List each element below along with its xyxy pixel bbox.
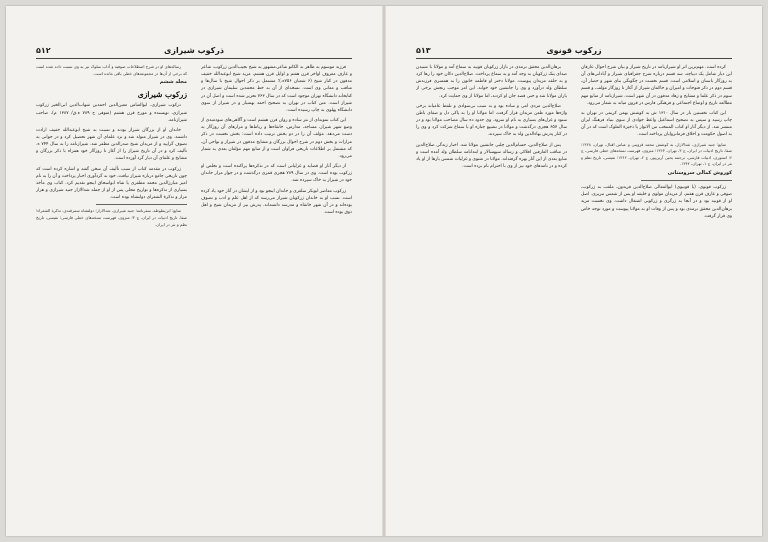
paragraph: ذرکوب شیرازی، ابوالعباس معین‌الدین احمدبن شهاب‌الدین ابی‌الخیر زرکوب شیرازی، نویسنده و مورخ قرن هشتم (متوفی ح ۷۸۹ ه.ق/ ۱۳۸۷ م)، صاحب شیرازنامه. bbox=[36, 103, 187, 123]
right-page-body bbox=[416, 64, 732, 510]
references: منابع: جنید شیرازی، شدالازار، به کوشش محمد قزوینی و عباس اقبال، تهران، ۱۳۲۸؛ صفا، تاریخ ادبیات در ایران، ج ۳، تهران، ۱۳۶۳؛ منزوی، فهرست نسخه‌های خطی فارسی، ج ۶؛ استوری، ادبیات فارسی، ترجمه یحیی آرین‌پور، ج ۲، تهران، ۱۳۶۲؛ نفیسی، تاریخ نظم و نثر در ایران، ج ۱، تهران، ۱۳۴۴. bbox=[581, 141, 732, 167]
paragraph: این کتاب نمونه‌ای از نثر ساده و روان قرن هشتم است و آگاهی‌های سودمندی از وضع شهر شیراز، مساجد، مدارس، خانقاه‌ها و رباط‌ها و مزارهای آن روزگار به دست می‌دهد. مؤلف آن را در دو بخش ترتیب داده است: بخش نخست در ذکر مزارات و بخش دوم در شرح احوال بزرگان و مشایخ مدفون در شیراز و نواحی آن، که مشتمل بر اطلاعات تاریخی فراوان است و از منابع مهم مؤلفان بعدی به شمار می‌رود. bbox=[201, 118, 352, 159]
left-page-header bbox=[36, 44, 352, 59]
author-signature: کوروش کمالی سروستانی bbox=[667, 169, 732, 176]
paragraph: از دیگر آثار او قصاید و غزلیاتی است که در تذکره‌ها پراکنده است و تخلص او زرکوب بوده است. وی در سال ۷۸۹ هجری قمری درگذشت و در جوار مزار خاندان خود در شیراز به خاک سپرده شد. bbox=[201, 164, 352, 184]
paragraph: فرزند موسوم به ظاهر به الکاتو شاعر،مشهور به شیخ نجیب‌الدین زرکوب، شاعر و عارف معروف اواخر قرن هفتم و اوایل قرن هشتم، مرید شیخ ابوعبدالله خفیف مدفون در کنار شیخ (۶ شعبان ۷۵۶ه.)؛ مشتمل بر ذکر احوال شیخ با سال‌ها و مناقب و معانی وی است. نسخه‌ای از آن به خط محمدبن سلیمان شیرازی در کتابخانه دانشگاه تهران موجود است که در سال ۷۶۳ تحریر شده است و اصل آن در شیراز است. متن کتاب در تهران به تصحیح احمد بهمنیار و در شیراز از سوی دانشگاه پهلوی به چاپ رسیده است. bbox=[201, 65, 352, 113]
paragraph: زرکوب در مقدمه کتاب از سبب تألیف آن سخن گفته و اشاره کرده است که چون تاریخی جامع درباره شیراز نیافت، خود به گردآوری اخبار پرداخت و آن را به نام امیر مبارزالدین محمد مظفری یا شاه ابواسحاق اینجو تقدیم کرد. کتاب وی مأخذ بسیاری از تذکره‌ها و تواریخ محلی پس از او از جمله شدالازار جنید شیرازی و هزار مزار و تذکرة الشعرای دولتشاه بوده است. bbox=[36, 166, 187, 201]
left-page-right-column bbox=[201, 64, 352, 510]
section-subtitle: مجلد ششم bbox=[159, 79, 187, 86]
paragraph: برهان‌الدین محقق ترمذی در بازار زرکوبان قونیه به سماع آمد و مولانا با شنیدن صدای پتک زرکوبان به وجد آمد و به سماع پرداخت. صلاح‌الدین دکان خود را رها کرد و به حلقه مریدان پیوست. مولانا دختر او فاطمه خاتون را به همسری فرزندش سلطان ولد درآورد و وی را جانشین خود خواند. این امر موجب رنجش برخی از یاران مولانا شد و حتی قصد جان او کردند، اما مولانا از وی حمایت کرد. bbox=[416, 65, 567, 99]
right-page-number: ۵۱۳ bbox=[416, 46, 431, 55]
paragraph: رساله‌های او در شرح اصطلاحات صوفیه و آداب سلوک نیز به وی نسبت داده شده است که برخی از آن‌ها در مجموعه‌های خطی باقی مانده است. bbox=[36, 64, 187, 76]
paragraph: زرکوب معاصر ابوبکر سلغری و خاندان اینجو بود و از ایشان در آثار خود یاد کرده است. نسب او به خاندان زرکوبان شیراز می‌رسد که از اهل علم و ادب و تصوف بوده‌اند و در آن شهر خانقاه و مدرسه داشته‌اند. پدرش نیز از مریدان شیخ و اهل ذوق بوده است. bbox=[201, 188, 352, 215]
entry-title: زرکوب شیرازی bbox=[137, 90, 187, 100]
paragraph: خاندان او از بزرگان شیراز بودند و نسبت به شیخ ابوعبدالله خفیف ارادت داشتند. وی در شیراز متولد شد و نزد علمای آن شهر تحصیل کرد و در جوانی به تصوف گرایید و از مریدان شیخ صدرالدین مظفر شد. شیرازنامه را به سال ۷۴۴ ه. تألیف کرد و در آن تاریخ شیراز را از آغاز تا روزگار خود همراه با ذکر بزرگان و مشایخ و علمای آن دیار گرد آورده است. bbox=[36, 127, 187, 162]
entry-paragraph: زرکوب قونوی، (یا قونیوی) ابوالمعالی صلاح‌الدین فریدون، ملقب به زرکوب، صوفی و عارف قرن هفتم، از مریدان مولوی و خلیفه او پس از شمس تبریزی. اصل او از قونیه بود و در آنجا به زرگری و زرکوبی اشتغال داشت. وی نخست مرید برهان‌الدین محقق ترمذی بود و پس از وفات او به مولانا پیوست و مورد توجه خاص وی قرار گرفت. bbox=[581, 185, 732, 219]
right-page bbox=[386, 6, 762, 536]
left-page-body bbox=[36, 64, 352, 510]
footnote-rule bbox=[96, 204, 187, 205]
paragraph: کرده است. مهم‌ترین اثر او شیرازنامه در تاریخ شیراز و بیان شرح احوال عارفان این دیار شامل یک دیباچه، سه قسم درباره شرح جغرافیای شیراز و آبادانی‌های آن به روزگار باستان و اسلامی است. قسم نخست در چگونگی بنای شهر و حصار آن، قسم دوم در ذکر فتوحات و امیران و حاکمان شیراز از آغاز تا روزگار مؤلف، و قسم سوم در ذکر علما و مشایخ و زهاد مدفون در آن شهر است. شیرازنامه از منابع مهم مطالعه تاریخ و اوضاع اجتماعی و فرهنگی فارس در قرون میانه به شمار می‌رود. bbox=[581, 65, 732, 106]
right-page-left-column bbox=[416, 64, 567, 510]
book-spread bbox=[6, 6, 762, 536]
right-page-right-column bbox=[581, 64, 732, 510]
entry-separator bbox=[641, 180, 732, 181]
paragraph: صلاح‌الدین مردی امی و ساده بود و به سبب بی‌سوادی و تلفظ عامیانه برخی واژه‌ها مورد طعن مریدان قرار گرفت، اما مولانا او را به پاکی دل و صفای باطن ستود و غزل‌های بسیاری به نام او سرود. وی حدود ده سال مصاحب مولانا بود و در سال ۶۵۷ هجری درگذشت و مولانا در تشییع جنازه او با سماع شرکت کرد و وی را در کنار پدرش بهاءالدین ولد به خاک سپردند. bbox=[416, 103, 567, 138]
paragraph: پس از صلاح‌الدین، حسام‌الدین چلبی جانشین مولانا شد. اخبار زندگی صلاح‌الدین در مناقب العارفین افلاکی و رساله سپهسالار و ابتدانامه سلطان ولد آمده است و منابع بعدی از این آثار بهره گرفته‌اند. مولانا در مثنوی و غزلیات شمس بارها از او یاد کرده و در نامه‌های خود نیز از وی با احترام نام برده است. bbox=[416, 142, 567, 170]
paragraph: این کتاب نخستین بار در سال ۱۳۱۰ ش به کوشش بهمن کریمی در تهران به چاپ رسید و سپس به تصحیح اسماعیل واعظ جوادی از سوی بنیاد فرهنگ ایران منتشر شد. از دیگر آثار او کتاب المنتخب من الانوار یا ذخیرة الملوک است که در آن به اصول حکومت و اخلاق فرمانروایان پرداخته است. bbox=[581, 110, 732, 138]
right-page-header bbox=[416, 44, 732, 59]
references: منابع: ابن‌بطوطه، سفرنامه؛ جنید شیرازی، شدالازار؛ دولتشاه سمرقندی، تذکرة الشعراء؛ صفا، تاریخ ادبیات در ایران، ج ۳؛ منزوی، فهرست نسخه‌های خطی فارسی؛ نفیسی، تاریخ نظم و نثر در ایران. bbox=[36, 208, 187, 227]
right-running-head: زرکوب قونوی bbox=[546, 46, 602, 55]
left-page-number: ۵۱۲ bbox=[36, 46, 51, 55]
left-page-left-column bbox=[36, 64, 187, 510]
left-running-head: ذرکوب شیرازی bbox=[164, 46, 224, 55]
left-page bbox=[6, 6, 382, 536]
